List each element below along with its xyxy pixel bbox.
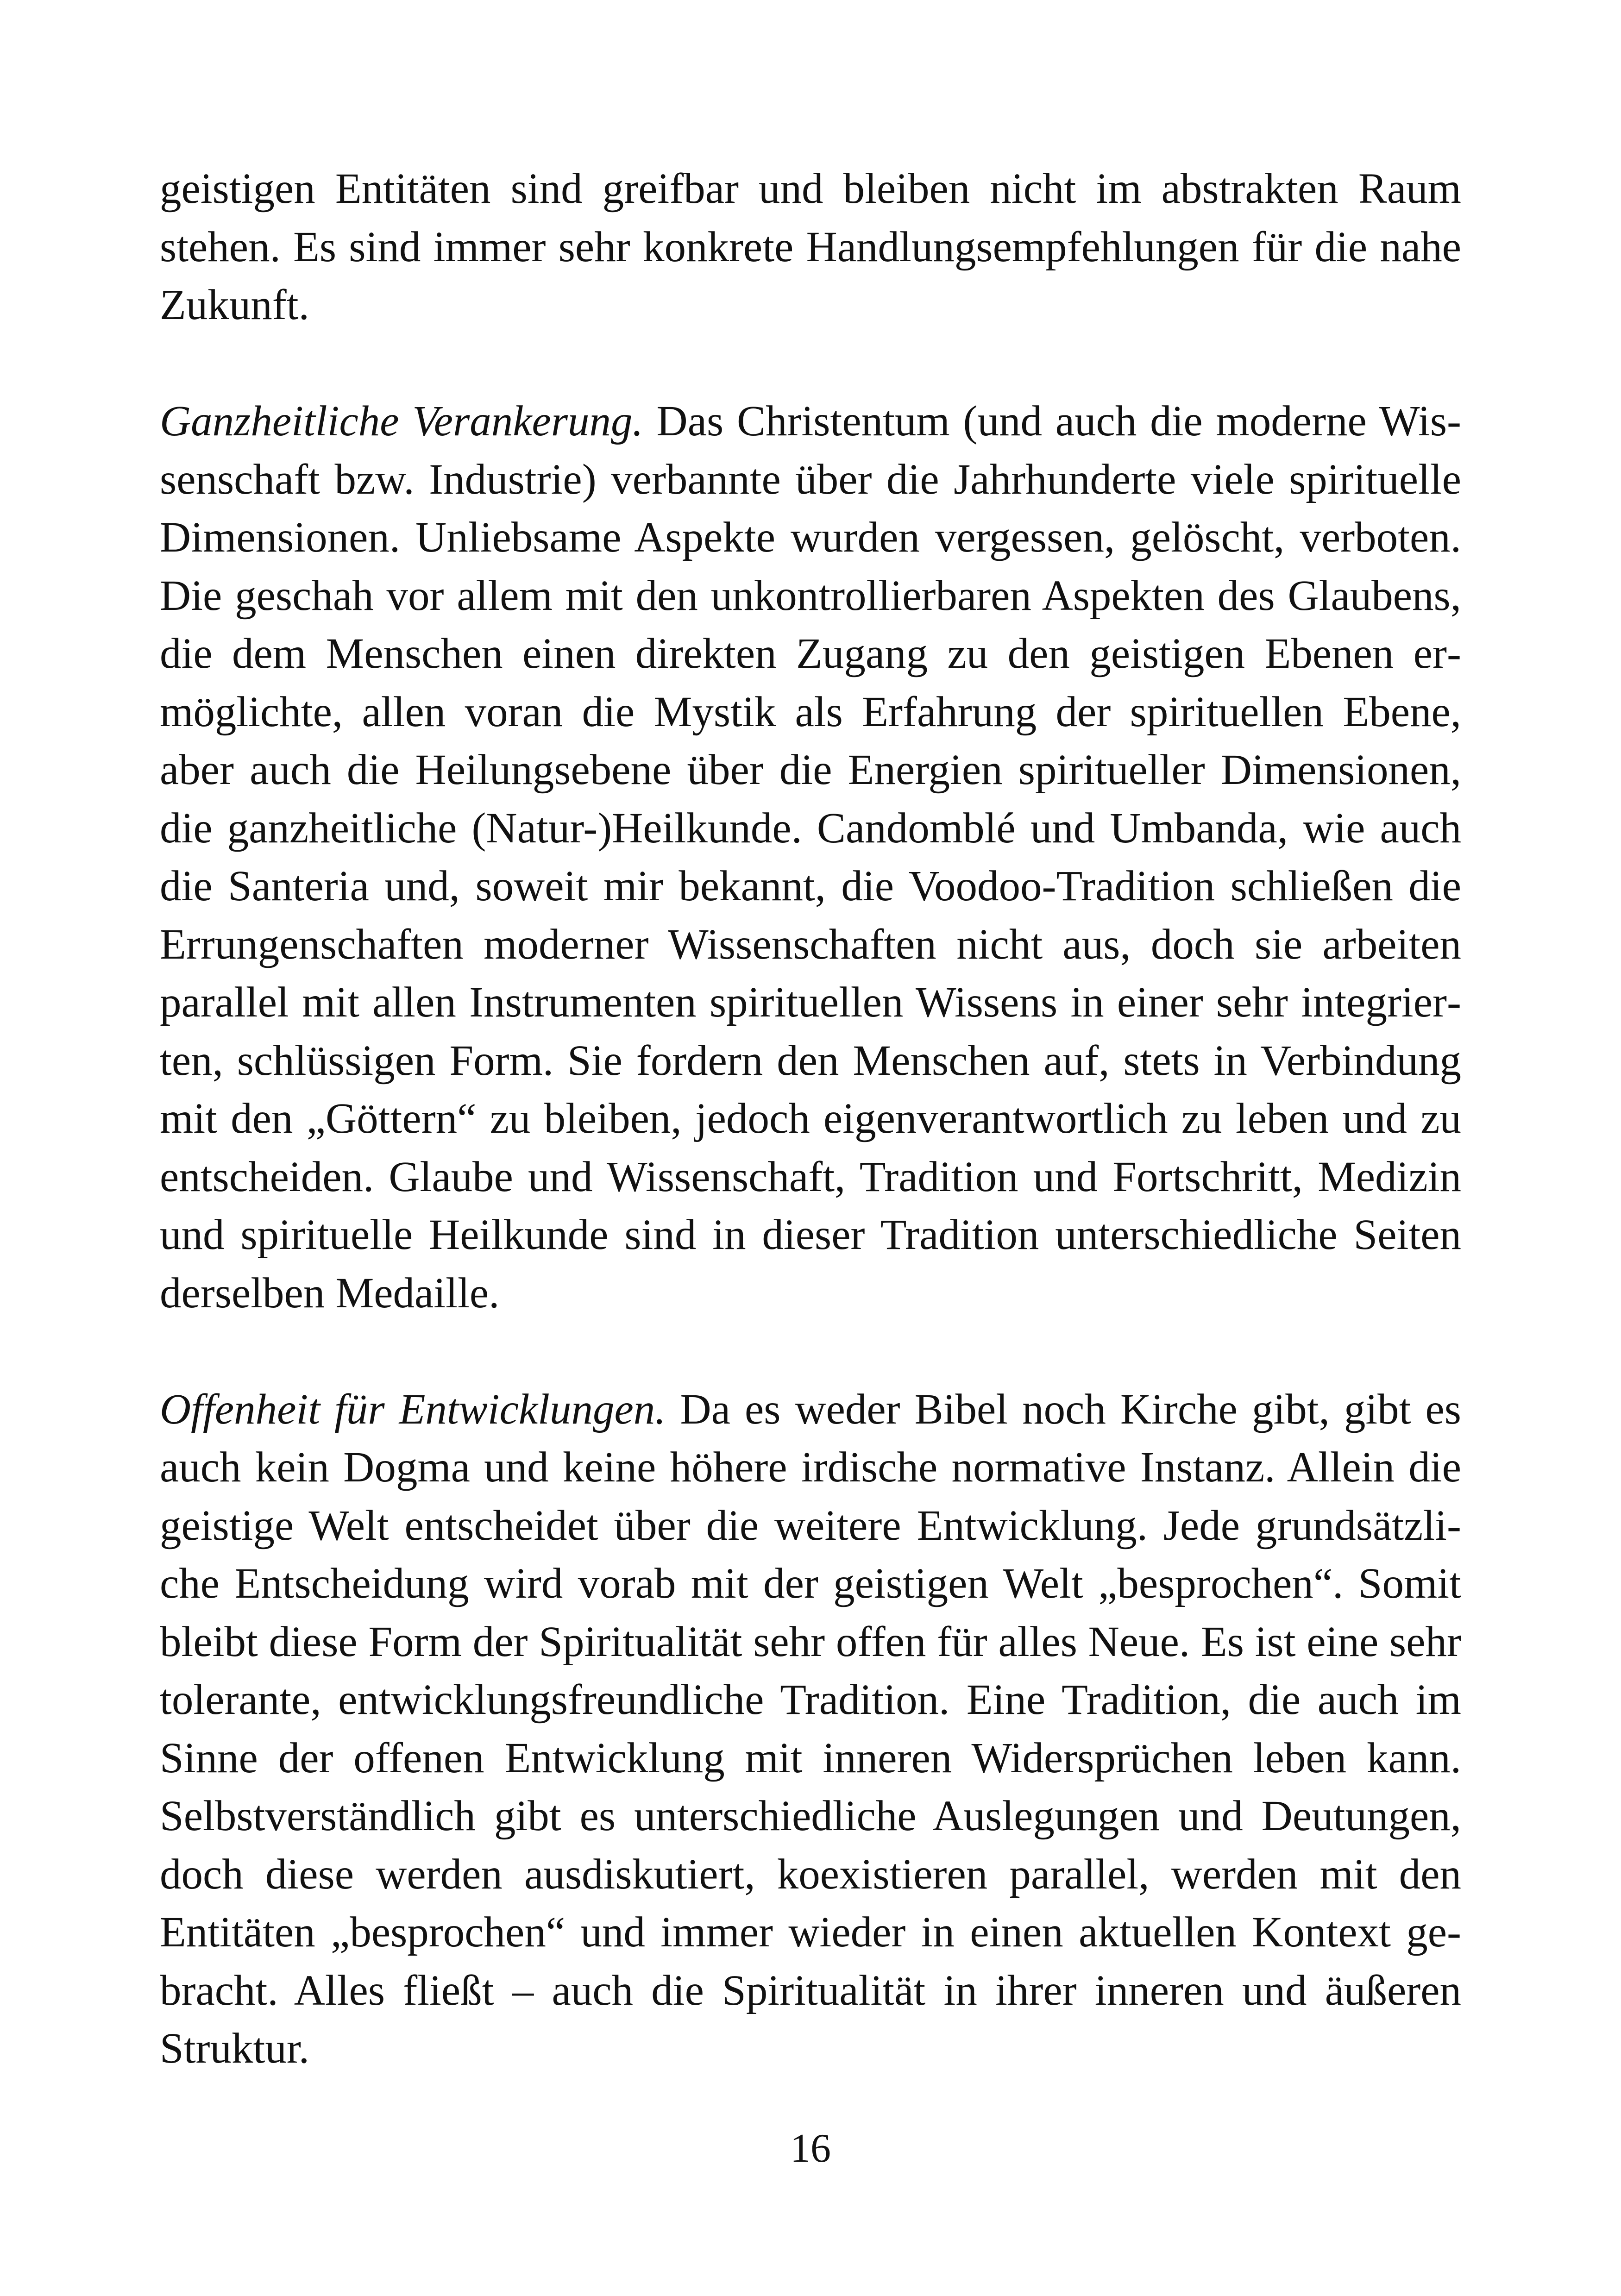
paragraph-2-text: Das Christentum (und auch die moderne Wissenschaft bzw. Industrie) verbannte über die Jahrhunderte viele spirituelle Dimensionen. Unliebsame Aspekte wurden vergessen, gelöscht, verboten. Die geschah vor allem mit den unkontrollierbaren Aspekten des Glaubens, die dem Menschen einen direkten Zugang zu den geistigen Ebenen ermöglichte, allen voran die Mystik als Erfahrung der spirituellen Ebene, aber auch die Heilungsebene über die Energien spiritueller Dimensionen, die ganzheitliche (Natur-)Heilkunde. Candomblé und Umbanda, wie auch die Santeria und, soweit mir bekannt, die Voodoo-Tradition schließen die Errungenschaften moderner Wissenschaften nicht aus, doch sie arbeiten parallel mit allen Instrumenten spirituellen Wissens in einer sehr integrierten, schlüssigen Form. Sie fordern den Menschen auf, stets in Verbindung mit den „Göttern“ zu bleiben, jedoch eigenverantwortlich zu leben und zu entscheiden. Glaube und Wissenschaft, Tradition und Fortschritt, Medizin und spirituelle Heilkunde sind in dieser Tradition unterschiedliche Seiten derselben Medaille. xyxy=(160,397,1461,1317)
body-text xyxy=(160,160,1461,2078)
page-number: 16 xyxy=(790,2126,831,2171)
paragraph-3-lead: Offenheit für Entwicklungen. xyxy=(160,1385,666,1433)
paragraph-1-text: geistigen Entitäten sind greifbar und bleiben nicht im abstrakten Raum stehen. Es sind immer sehr konkrete Handlungsempfehlungen für die nahe Zukunft. xyxy=(160,165,1461,329)
paragraph-3-text: Da es weder Bibel noch Kirche gibt, gibt es auch kein Dogma und keine höhere irdische normative Instanz. Allein die geistige Welt entscheidet über die weitere Entwicklung. Jede grundsätzliche Entscheidung wird vorab mit der geistigen Welt „besprochen“. Somit bleibt diese Form der Spiritualität sehr offen für alles Neue. Es ist eine sehr tolerante, entwicklungsfreundliche Tradition. Eine Tradition, die auch im Sinne der offenen Entwicklung mit inneren Widersprüchen leben kann. Selbstverständlich gibt es unterschiedliche Auslegungen und Deutungen, doch diese werden ausdiskutiert, koexistieren parallel, werden mit den Entitäten „besprochen“ und immer wieder in einen aktuellen Kontext gebracht. Alles fließt – auch die Spiritualität in ihrer inneren und äußeren Struktur. xyxy=(160,1385,1461,2072)
paragraph-continuation xyxy=(160,160,1461,334)
paragraph-2-lead: Ganzheitliche Verankerung. xyxy=(160,397,643,445)
paragraph-ganzheitliche-verankerung xyxy=(160,392,1461,1322)
paragraph-offenheit-fuer-entwicklungen xyxy=(160,1380,1461,2078)
